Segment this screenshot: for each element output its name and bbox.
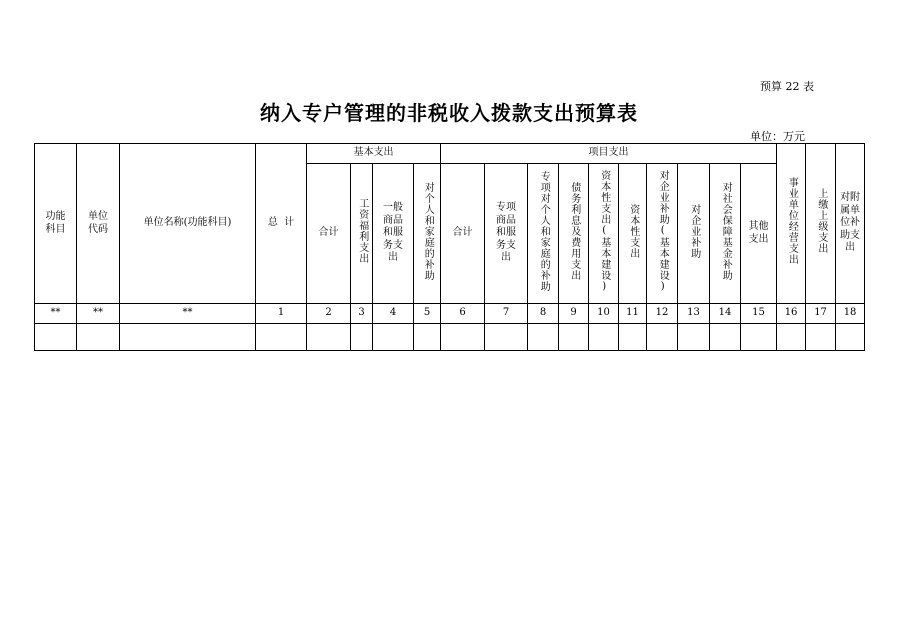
table-cell [589, 324, 619, 351]
header-unit-code: 单位 代码 [77, 144, 120, 304]
column-number: 1 [256, 304, 307, 324]
table-cell [414, 324, 441, 351]
column-number: 17 [806, 304, 836, 324]
table-cell [373, 324, 414, 351]
table-cell [619, 324, 647, 351]
column-number: 3 [351, 304, 373, 324]
column-number: 11 [619, 304, 647, 324]
header-basic-subtotal: 合计 [307, 164, 351, 304]
table-cell [710, 324, 741, 351]
table-cell [836, 324, 865, 351]
data-row [35, 324, 865, 351]
header-project-subtotal: 合计 [441, 164, 485, 304]
column-number: 9 [559, 304, 589, 324]
table-cell [120, 324, 256, 351]
header-subsidiary: 对附 属单 位补 助支 出 [836, 144, 865, 304]
column-number: 8 [528, 304, 559, 324]
unit-label: 单位：万元 [750, 130, 805, 143]
table-cell [647, 324, 678, 351]
header-func-subject: 功能 科目 [35, 144, 77, 304]
header-capital: 资本性支出 [619, 164, 647, 304]
header-debt-interest: 债务利息及费用支出 [559, 164, 589, 304]
table-cell [559, 324, 589, 351]
column-number: 14 [710, 304, 741, 324]
table-cell [678, 324, 710, 351]
header-total: 总 计 [256, 144, 307, 304]
header-payment-upper: 上缴上级支出 [806, 144, 836, 304]
page-title: 纳入专户管理的非税收入拨款支出预算表 [260, 101, 638, 125]
header-basic-goods: 一般 商品 和服 务支 出 [373, 164, 414, 304]
form-number: 预算 22 表 [760, 80, 814, 93]
table-cell [485, 324, 528, 351]
table-cell [351, 324, 373, 351]
column-number: 7 [485, 304, 528, 324]
header-enterprise: 对企业补助 [678, 164, 710, 304]
header-basic-welfare: 工资福利支出 [351, 164, 373, 304]
table-cell [441, 324, 485, 351]
table-cell [806, 324, 836, 351]
table-cell [307, 324, 351, 351]
header-other: 其他 支出 [741, 164, 777, 304]
budget-table [34, 143, 865, 351]
column-number: 4 [373, 304, 414, 324]
header-project-group: 项目支出 [441, 144, 777, 164]
header-basic-group: 基本支出 [307, 144, 441, 164]
column-number: 2 [307, 304, 351, 324]
column-number: 12 [647, 304, 678, 324]
header-project-subsidy: 专项对个人和家庭的补助 [528, 164, 559, 304]
column-number: 13 [678, 304, 710, 324]
column-number-row [35, 304, 865, 324]
column-number: 5 [414, 304, 441, 324]
header-project-goods: 专项 商品 和服 务支 出 [485, 164, 528, 304]
table-cell [777, 324, 806, 351]
table-cell [741, 324, 777, 351]
column-number: 10 [589, 304, 619, 324]
column-number: 15 [741, 304, 777, 324]
header-basic-subsidy: 对个人和家庭的补助 [414, 164, 441, 304]
table-cell [77, 324, 120, 351]
column-number: 16 [777, 304, 806, 324]
column-number: ** [120, 304, 256, 324]
column-number: ** [35, 304, 77, 324]
header-public-institution: 事业单位经营支出 [777, 144, 806, 304]
table-cell [35, 324, 77, 351]
table-cell [528, 324, 559, 351]
header-social-security: 对社会保障基金补助 [710, 164, 741, 304]
column-number: 18 [836, 304, 865, 324]
column-number: 6 [441, 304, 485, 324]
header-unit-name: 单位名称(功能科目) [120, 144, 256, 304]
column-number: ** [77, 304, 120, 324]
table-cell [256, 324, 307, 351]
header-capital-basic: 资本性支出(基本建设) [589, 164, 619, 304]
header-enterprise-basic: 对企业补助(基本建设) [647, 164, 678, 304]
